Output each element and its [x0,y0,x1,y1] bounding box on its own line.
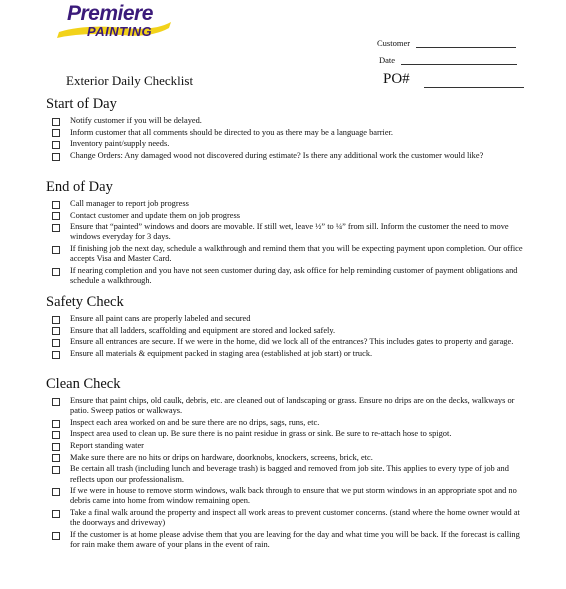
customer-field [377,38,516,48]
checkbox[interactable] [52,268,60,276]
section-heading: Safety Check [46,294,124,310]
checkbox[interactable] [52,224,60,232]
checkbox[interactable] [52,118,60,126]
po-field [383,71,524,88]
checkbox[interactable] [52,466,60,474]
checklist-item: Contact customer and update them on job progress [48,211,530,221]
company-logo [55,2,175,50]
checklist-item: Ensure that all ladders, scaffolding and equipment are stored and locked safely. [48,326,530,336]
checkbox[interactable] [52,246,60,254]
checklist-item: If nearing completion and you have not seen customer during day, ask office for help reminding customer of payment obligations and schedule a walkthrough. [48,266,530,287]
checkbox[interactable] [52,129,60,137]
checklist-item: Change Orders: Any damaged wood not discovered during estimate? Is there any additional work the customer would like? [48,151,530,161]
checkbox[interactable] [52,443,60,451]
section-start-of-day [48,96,530,162]
customer-line[interactable] [416,38,516,48]
checklist-item: Ensure all paint cans are properly labeled and secured [48,314,530,324]
checkbox[interactable] [52,316,60,324]
logo-wordmark-bottom: PAINTING [87,24,153,39]
section-end-of-day [48,179,530,288]
checkbox[interactable] [52,420,60,428]
checkbox[interactable] [52,212,60,220]
checklist-item: Inspect area used to clean up. Be sure there is no paint residue in grass or sink. Be sure to re-attach hose to spigot. [48,429,530,439]
checklist-item: If we were in house to remove storm windows, walk back through to ensure that we put storm windows in an appropriate spot and no debris came into home from window remaining open. [48,486,530,507]
checkbox[interactable] [52,454,60,462]
customer-label: Customer [377,38,411,48]
section-heading: End of Day [46,179,113,195]
checklist-item: Ensure that paint chips, old caulk, debris, etc. are cleaned out of landscaping or grass. Ensure no drips are on the decks, walkways or patio. Sweep patios or walkways. [48,396,530,417]
page-title: Exterior Daily Checklist [66,73,194,88]
checklist-item: Ensure that “painted” windows and doors are movable. If still wet, leave ½” to ¼” from sill. Inform the customer the need to move windows everyday for 3 days. [48,222,530,243]
section-heading: Start of Day [46,96,117,112]
checklist-item: Report standing water [48,441,530,451]
checklist-item: Take a final walk around the property and inspect all work areas to prevent customer concerns. (stand where the home owner would at the doorways and driveway) [48,508,530,529]
checklist-item: Inspect each area worked on and be sure there are no drips, sags, runs, etc. [48,418,530,428]
checklist-item: Be certain all trash (including lunch and beverage trash) is bagged and removed from job site. This applies to every type of job and reflects upon our professionalism. [48,464,530,485]
checklist-item: Make sure there are no hits or drips on hardware, doorknobs, knockers, screens, brick, etc. [48,453,530,463]
po-line[interactable] [424,73,524,88]
checkbox[interactable] [52,398,60,406]
checkbox[interactable] [52,201,60,209]
checklist-item: Ensure all entrances are secure. If we were in the home, did we lock all of the entrances? This includes gates to property and garage. [48,337,530,347]
section-clean-check [48,376,530,552]
checkbox[interactable] [52,339,60,347]
checklist-item: If the customer is at home please advise them that you are leaving for the day and what time you will be back. If the forecast is calling for rain make them aware of your plans in the event of rain. [48,530,530,551]
checklist-item: Ensure all materials & equipment packed in staging area (established at job start) or truck. [48,349,530,359]
po-label: PO# [383,71,410,87]
date-label: Date [379,55,396,65]
checkbox[interactable] [52,153,60,161]
section-safety-check [48,294,530,360]
checklist-item: If finishing job the next day, schedule a walkthrough and remind them that you will be expecting payment upon completion. Our office accepts Visa and Master Card. [48,244,530,265]
checklist-item: Inform customer that all comments should be directed to you as there may be a language barrier. [48,128,530,138]
checkbox[interactable] [52,351,60,359]
checkbox[interactable] [52,431,60,439]
checkbox[interactable] [52,510,60,518]
checkbox[interactable] [52,327,60,335]
logo-wordmark-top: Premiere [67,2,153,25]
section-heading: Clean Check [46,376,121,392]
checklist-item: Notify customer if you will be delayed. [48,116,530,126]
checklist-item: Call manager to report job progress [48,199,530,209]
date-line[interactable] [401,55,517,65]
checkbox[interactable] [52,488,60,496]
date-field [379,55,517,65]
checkbox[interactable] [52,532,60,540]
checkbox[interactable] [52,141,60,149]
checklist-item: Inventory paint/supply needs. [48,139,530,149]
